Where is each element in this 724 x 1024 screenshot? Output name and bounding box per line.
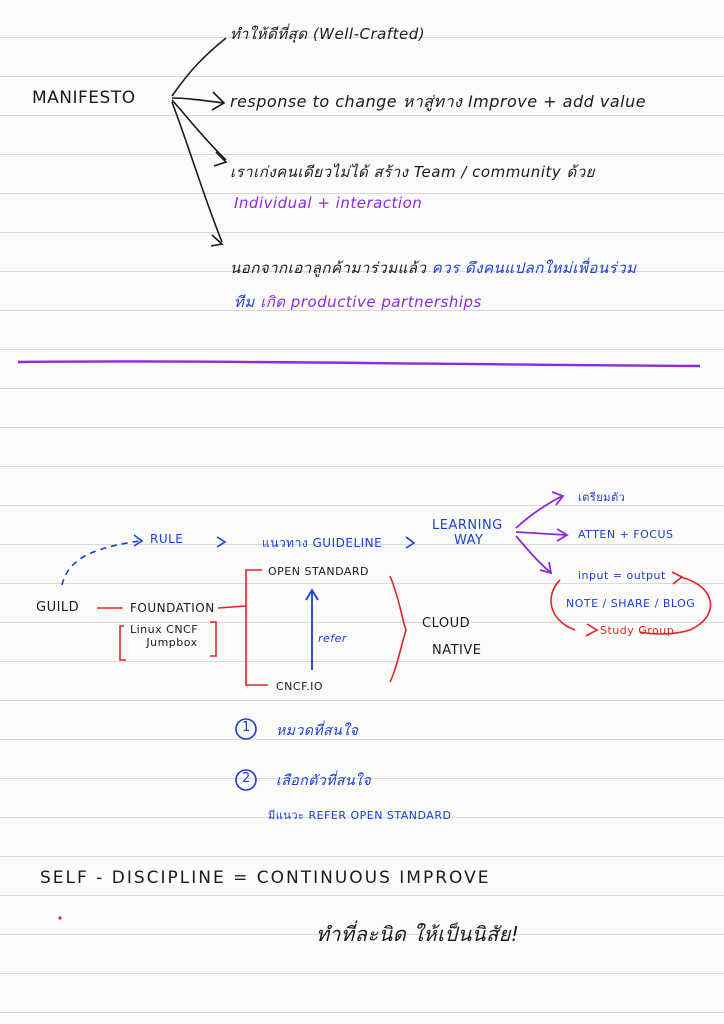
branch4-black-text: นอกจากเอาลูกค้ามาร่วมแล้ว: [230, 259, 427, 277]
foundation-members-line2: Jumpbox: [146, 636, 198, 649]
cloud-native-label: [422, 616, 482, 658]
manifesto-branch-line-2: [172, 98, 224, 103]
guideline-label: แนวทาง GUIDELINE: [262, 536, 383, 550]
guild-label: GUILD: [36, 600, 80, 615]
branch4-line2-blue: ทีม: [234, 293, 255, 311]
manifesto-branch-2: response to change หาสู่ทาง Improve + add value: [230, 92, 647, 111]
rule-label: RULE: [150, 532, 184, 546]
manifesto-branch-line-3: [172, 100, 226, 160]
open-standard-label: OPEN STANDARD: [268, 565, 369, 578]
step1-text: หมวดที่สนใจ: [276, 723, 359, 739]
step2-number: 2: [242, 771, 251, 786]
self-discipline-line: SELF - DISCIPLINE = CONTINUOUS IMPROVE: [40, 868, 491, 888]
learning-way-line1: LEARNING: [432, 518, 503, 533]
step-note: มีแนวะ REFER OPEN STANDARD: [268, 809, 452, 822]
learning-arrow-3: [516, 536, 550, 572]
foundation-label: FOUNDATION: [130, 601, 215, 615]
cloud-native-line2: NATIVE: [432, 643, 482, 658]
step2-text: เลือกตัวที่สนใจ: [276, 773, 372, 789]
learn-item-4: NOTE / SHARE / BLOG: [566, 597, 696, 610]
learning-arrow-2: [516, 532, 566, 535]
branch4-blue-text: ควร ดึงคนแปลกใหม่เพื่อนร่วม: [431, 259, 637, 277]
learning-arrow-1: [516, 496, 562, 528]
habit-line: ทำที่ละนิด ให้เป็นนิสัย!: [316, 922, 520, 946]
step1-number: 1: [242, 720, 251, 735]
refer-label: refer: [318, 632, 347, 645]
foundation-bracket-dash: [218, 606, 246, 608]
learn-item-2: ATTEN + FOCUS: [578, 528, 674, 541]
manifesto-branch-3-sub: Individual + interaction: [234, 194, 423, 212]
manifesto-branch-4-line1: [230, 256, 637, 280]
manifesto-branch-4-line2: [234, 290, 482, 314]
learn-item-1: เตรียมตัว: [578, 491, 626, 504]
manifesto-branch-3: เราเก่งคนเดียวไม่ได้ สร้าง Team / community ด้วย: [230, 163, 595, 181]
learn-item-5: Study Group: [600, 624, 675, 637]
learning-way-line2: WAY: [454, 533, 484, 548]
guideline-to-learning-arrow: [406, 537, 414, 548]
foundation-left-bracket: [120, 626, 126, 660]
guild-to-rule-dashed-arrow: [62, 541, 140, 585]
ink-dot: [58, 916, 61, 919]
branch4-line2-purple: เกิด productive partnerships: [260, 293, 482, 311]
foundation-members-line1: Linux CNCF: [130, 623, 199, 636]
learn-item-3: input = output: [578, 569, 666, 582]
foundation-right-bracket: [210, 622, 216, 656]
learning-way-label: [432, 518, 503, 548]
standards-right-bracket: [390, 576, 406, 682]
foundation-members: [130, 623, 198, 649]
cloud-native-line1: CLOUD: [422, 616, 471, 631]
cncf-label: CNCF.IO: [276, 680, 324, 693]
manifesto-branch-line-4: [172, 102, 222, 242]
manifesto-branch-1-text: ทำให้ดีที่สุด (Well-Crafted): [230, 25, 426, 43]
rule-to-guideline-arrow: [217, 537, 225, 547]
section-divider-line: [18, 361, 700, 366]
manifesto-branch-line-1: [172, 38, 226, 96]
standards-left-bracket: [246, 570, 268, 685]
manifesto-branch-1: [230, 22, 425, 46]
manifesto-label: MANIFESTO: [32, 88, 136, 108]
